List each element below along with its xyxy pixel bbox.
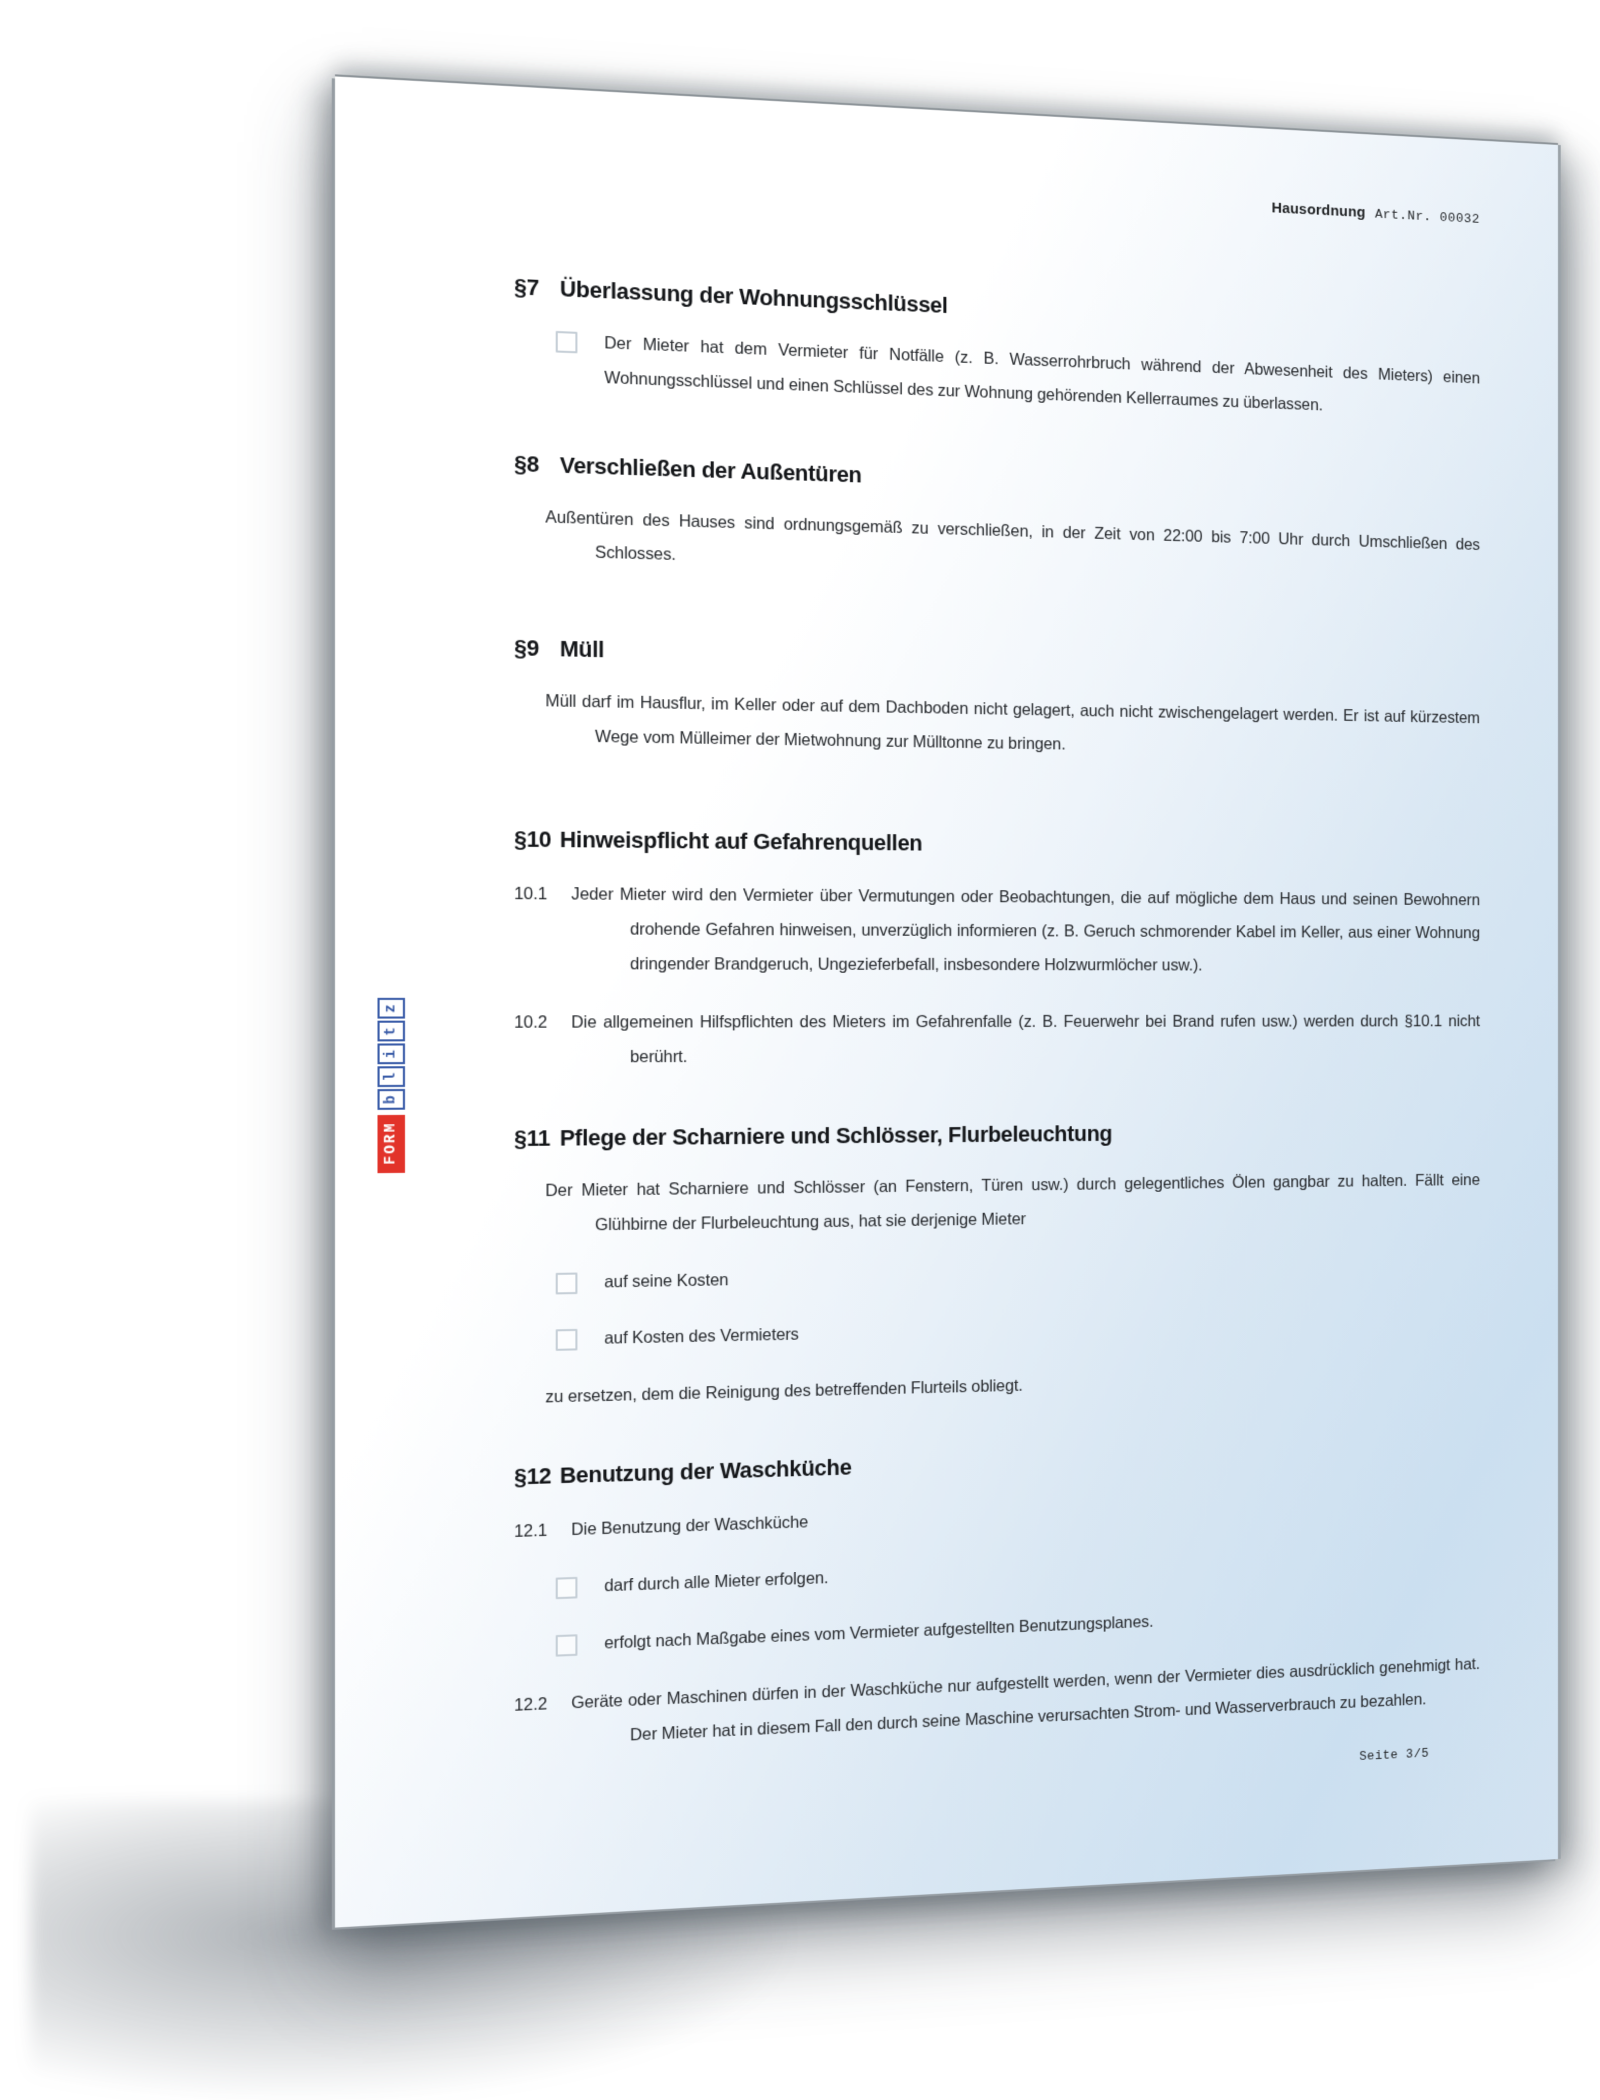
checkbox[interactable] [556,1577,578,1599]
checkbox-option [556,1539,1480,1606]
article-number: Art.Nr. 00032 [1374,207,1480,228]
section-heading [514,1118,1480,1152]
document-section [514,450,1480,595]
section-heading [514,635,1480,682]
clause-number: 12.1 [514,1521,548,1542]
document-section [514,274,1480,429]
checkbox[interactable] [556,1634,578,1656]
section-heading [514,450,1480,508]
section-title: Müll [559,636,605,663]
formblitz-logo-letter: i [377,1044,405,1065]
formblitz-logo-letter: l [377,1067,405,1088]
formblitz-logo-letter: b [377,1089,405,1110]
section-title: Verschließen der Außentüren [559,451,862,488]
document-section [514,1437,1480,1760]
formblitz-logo-letter: t [377,1021,405,1042]
section-title: Überlassung der Wohnungsschlüssel [559,275,948,319]
section-heading [514,826,1480,862]
formblitz-logo-letter: z [377,998,405,1019]
clause-text: Die allgemeinen Hilfspflichten des Mieters im Gefahrenfalle (z. B. Feuerwehr bei Brand rufen usw.) werden durch §10.1 nicht berührt. [571,1012,1480,1067]
section-number: §8 [514,450,539,477]
clause-text: Geräte oder Maschinen dürfen in der Waschküche nur aufgestellt werden, wenn der Vermieter dies ausdrücklich genehmigt hat. Der Mieter hat in diesem Fall den durch seine Maschine verursachten Strom- und Wasserverbrauch zu bezahlen. [571,1655,1480,1745]
checkbox-label: darf durch alle Mieter erfolgen. [604,1568,829,1596]
checkbox[interactable] [556,1329,578,1351]
section-number: §11 [514,1125,551,1152]
formblitz-logo [377,998,405,1173]
checkbox-option [556,1251,1480,1301]
numbered-clause [514,1485,1480,1550]
clause-text: Die Benutzung der Waschküche [571,1513,809,1540]
section-paragraph: zu ersetzen, dem die Reinigung des betreffenden Flurteils obliegt. [545,1376,1023,1407]
checkbox[interactable] [556,331,578,353]
clause-number: 12.2 [514,1695,548,1716]
section-paragraph: Müll darf im Hausflur, im Keller oder auf dem Dachboden nicht gelagert, auch nicht zwischengelagert werden. Er ist auf kürzestem Wege vom Mülleimer der Mietwohnung zur Mülltonne zu bringen. [545,692,1480,754]
document-content [335,76,1558,1927]
numbered-clause [514,877,1480,983]
checkbox[interactable] [556,1272,578,1294]
checkbox-option [556,325,1480,429]
section-number: §12 [514,1462,552,1490]
section-title: Benutzung der Waschküche [559,1454,852,1489]
document-page [335,76,1558,1927]
section-title: Pflege der Scharniere und Schlösser, Flurbeleuchtung [559,1120,1113,1151]
document-header [514,86,1480,227]
document-section [514,635,1480,769]
section-number: §10 [514,825,552,853]
document-section [514,826,1480,1076]
clause-number: 10.1 [514,884,548,904]
section-title: Hinweispflicht auf Gefahrenquellen [559,826,923,856]
numbered-clause [514,1649,1480,1759]
section-paragraph: Der Mieter hat Scharniere und Schlösser (an Fenstern, Türen usw.) durch gelegentliches Ölen gangbar zu halten. Fällt eine Glühbirne der Flurbeleuchtung aus, hat sie derjenige Mieter [545,1171,1480,1235]
document-sections [514,274,1480,1760]
checkbox-label: Der Mieter hat dem Vermieter für Notfälle (z. B. Wasserrohrbruch während der Abwesenheit des Mieters) einen Wohnungsschlüssel und einen Schlüssel des zur Wohnung gehörenden Kellerraumes zu überlassen. [604,333,1480,415]
page-number: Seite 3/5 [1359,1745,1430,1764]
clause-number: 10.2 [514,1013,548,1033]
document-section [514,1118,1480,1416]
section-number: §9 [514,635,539,662]
numbered-clause [514,1006,1480,1076]
checkbox-label: erfolgt nach Maßgabe eines vom Vermieter aufgestellten Benutzungsplanes. [604,1612,1154,1653]
checkbox-option [556,1305,1480,1358]
checkbox-label: auf seine Kosten [604,1270,729,1292]
checkbox-option [556,1593,1480,1663]
document-title: Hausordnung [1271,199,1366,221]
checkbox-label: auf Kosten des Vermieters [604,1325,799,1349]
section-number: §7 [514,273,539,301]
section-paragraph: Außentüren des Hauses sind ordnungsgemäß zu verschließen, in der Zeit von 22:00 bis 7:00 Uhr durch Umschließen des Schlosses. [545,507,1480,565]
clause-text: Jeder Mieter wird den Vermieter über Vermutungen oder Beobachtungen, die auf mögliche dem Haus und seinen Bewohnern drohende Gefahren hinweisen, unverzüglich informieren (z. B. Geruch schmorender Kabel im Keller, aus einer Wohnung dringender Brandgeruch, Ungezieferbefall, insbesondere Holzwurmlöcher usw.). [571,885,1480,974]
formblitz-logo-blitz [377,998,405,1112]
section-heading [514,1437,1480,1491]
formblitz-logo-form: FORM [377,1115,405,1173]
